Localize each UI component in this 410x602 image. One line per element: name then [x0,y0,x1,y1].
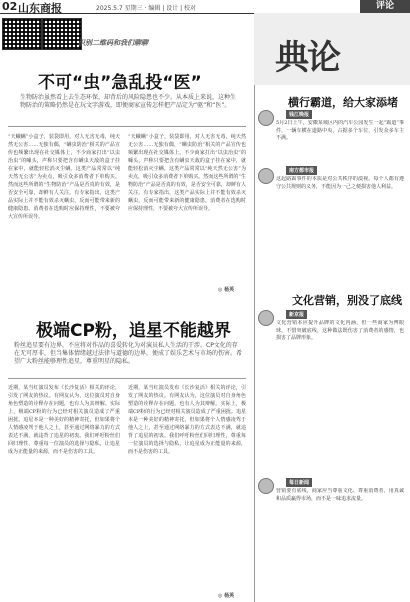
divider [8,378,246,379]
qr-label: 识别二维码和我们聊聊 [78,39,148,47]
source-tag: 南方都市报 [286,166,317,175]
right-body-4: 营销要有底线，商家应当尊重文化、尊重消费者，用真诚和品质赢得市场，而不是一味追求流量。 [276,488,404,502]
source-tag: 每日新闻 [286,478,312,487]
source-tag: 钱江晚报 [286,110,312,119]
avatar [258,310,274,326]
avatar [258,478,274,494]
divider [8,126,246,127]
article1-body-col1: “天蛾螨”小盒子，装袋即用，对人无害无毒，纯天然无公害……无独有偶，“螨虫防治”相关的产品宣传也频繁出现在社交媒体上，不少商家打出“以虫治虫”的噱头，声称只要把含有螨虫天敌的盒子挂在家中，就能轻松消灭尘螨。这类产品常常以“纯天然无公害”为卖点，吸引众多消费者下单购买。然而这些所谓的“生物防治”产品是否真的有效，是否安全可靠，却鲜有人关注。有专家指出，这类产品实际上并不能有效杀灭螨虫，反而可能带来新的健康隐患。消费者在选购时应保持理性，不要被夸大宣传所误导。 [8,134,120,220]
right-subtitle-1: 横行霸道，给大家添堵 [288,96,398,109]
paper-name: 山东商报 [18,2,62,15]
issue-meta: 2025.5.7 星期三 · 编辑 | 设计 | 校对 [96,5,197,12]
article2-body-col2: 近期，某当红演员发布《长沙复活》相关的评论，引发了网友的热议。有网友认为，这位演员对自身角色塑造的诠释存在问题，也有人为其辩解。实际上，极端CP粉的行为已经对相关演员造成了严重困扰。追星本是一种美好的精神寄托，但如果将个人情感凌驾于他人之上，甚至通过网络暴力的方式表达不满，就违背了追星的初衷。我们呼吁粉丝们回归理性，尊重每一位演员的选择与隐私，让追星成为正能量的来源，而不是伤害的工具。 [128,385,246,455]
right-body-3: 文化营销本应提升品牌的文化内涵，但一些商家为博眼球，不惜突破底线，这种做法既伤害了消费者的感情，也损害了品牌形象。 [276,320,404,341]
right-subtitle-2: 文化营销，别没了底线 [292,294,402,307]
avatar [258,168,274,184]
page-number: 02 [2,0,18,13]
avatar [258,110,274,126]
article2-lead: 粉丝追星要有边界，不应将对作品的喜爱转化为对演员私人生活的干涉。CP文化的存在无可厚非，但当集体情绪越过法律与道德的边界，便成了娱乐艺术与市场的伤害。希望广大粉丝能够理性追星，尊重明星的隐私。 [14,342,243,365]
qr-code-1[interactable] [2,18,42,50]
article1-author: ◎ 杨英 [218,287,235,293]
page-header [0,0,410,14]
article1-lead: 生物防治虽然看上去生态环保，却背后的风险隐患也不少。从本质上来说，这种生物防治的策略仍然是在玩文字游戏，即便商家宣传怎样把产品定为“驱”和“医”。 [20,94,237,109]
banner-title: 典论 [275,38,339,78]
section-label: 评论 [360,0,410,13]
source-tag: 新京报 [286,310,307,319]
article2-author: ◎ 杨英 [218,593,235,599]
article1-body-col2: “天蛾螨”小盒子，装袋即用，对人无害无毒，纯天然无公害……无独有偶，“螨虫防治”相关的产品宣传也频繁出现在社交媒体上，不少商家打出“以虫治虫”的噱头，声称只要把含有螨虫天敌的盒子挂在家中，就能轻松消灭尘螨。这类产品常常以“纯天然无公害”为卖点，吸引众多消费者下单购买。然而这些所谓的“生物防治”产品是否真的有效，是否安全可靠，却鲜有人关注。有专家指出，这类产品实际上并不能有效杀灭螨虫，反而可能带来新的健康隐患。消费者在选购时应保持理性，不要被夸大宣传所误导。 [128,134,246,212]
article1-title: 不可“虫”急乱投“医” [38,73,202,93]
right-body-2: 这起路霸事件的本质是对公共秩序的漠视。每个人都有遵守公共规则的义务，不能因为一己之便损害他人利益。 [276,176,404,190]
article2-body-col1: 近期，某当红演员发布《长沙复活》相关的评论，引发了网友的热议。有网友认为，这位演员对自身角色塑造的诠释存在问题，也有人为其辩解。实际上，极端CP粉的行为已经对相关演员造成了严重困扰。追星本是一种美好的精神寄托，但如果将个人情感凌驾于他人之上，甚至通过网络暴力的方式表达不满，就违背了追星的初衷。我们呼吁粉丝们回归理性，尊重每一位演员的选择与隐私，让追星成为正能量的来源，而不是伤害的工具。 [8,385,120,455]
qr-code-2[interactable] [42,18,82,50]
right-body-1: 5月2日上午，安徽某城区内的汽车公园发生一起“霸道”事件，一辆车横在道路中央，占据多个车位，引发众多车主不满。 [276,120,404,141]
article2-title: 极端CP粉，追星不能越界 [36,321,231,341]
